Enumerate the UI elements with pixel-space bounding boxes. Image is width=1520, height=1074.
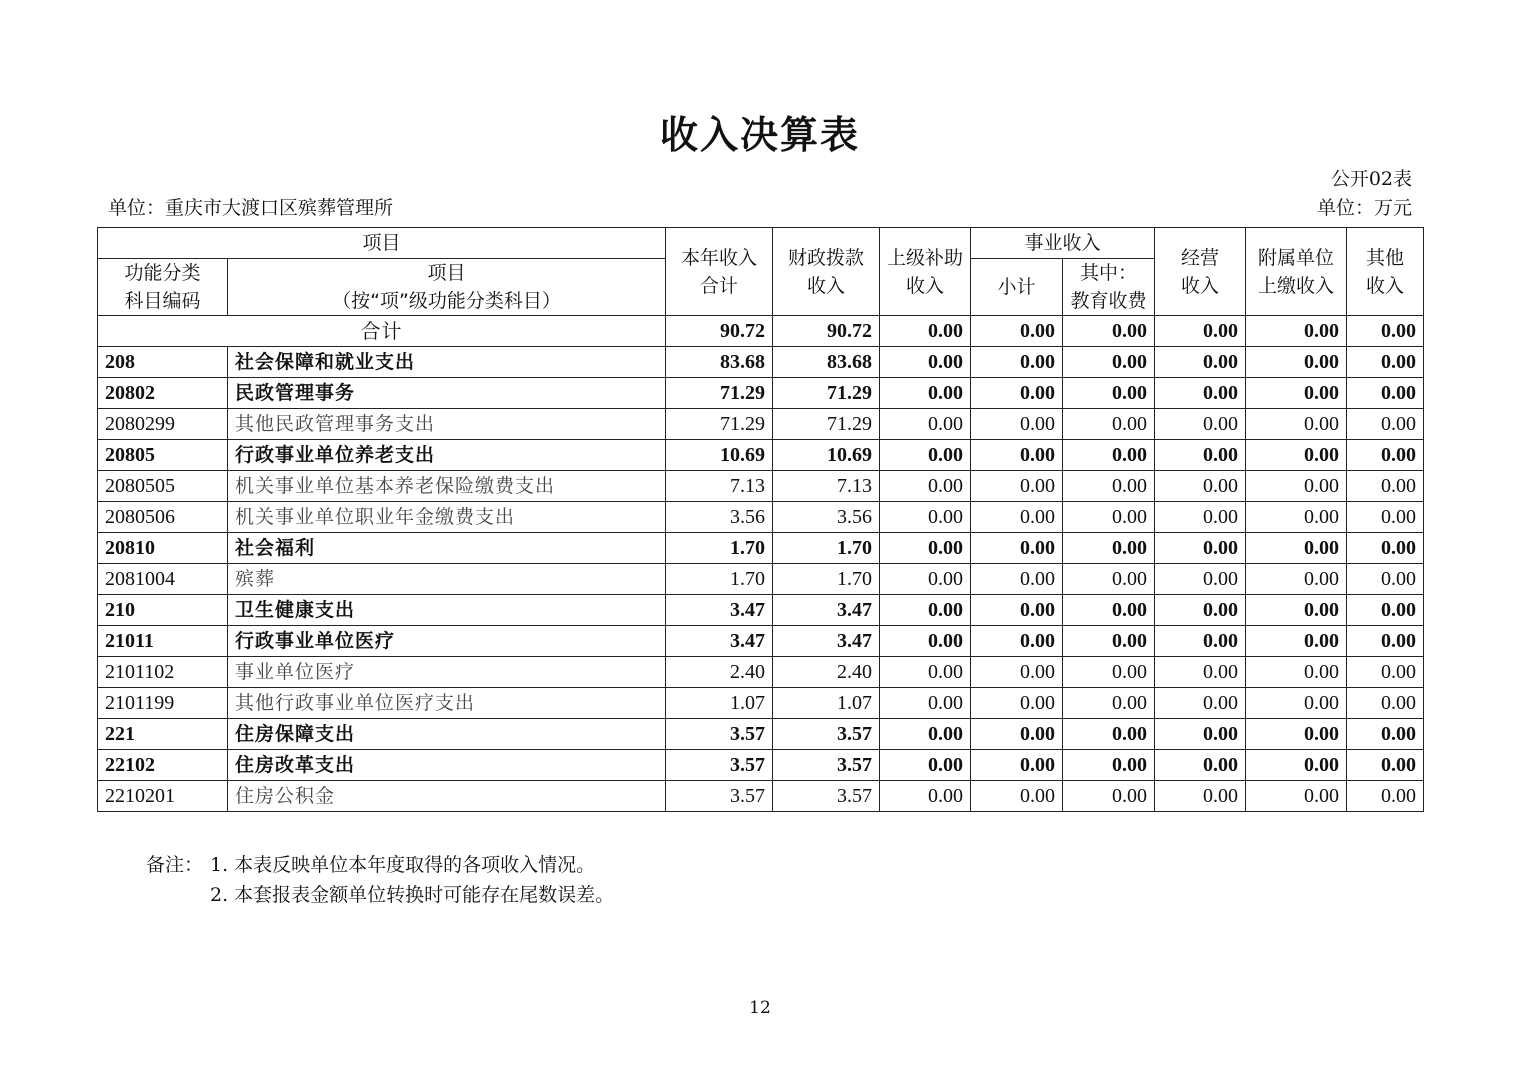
note-item: 1. 本表反映单位本年度取得的各项收入情况。 (210, 854, 596, 876)
subject-name: 住房改革支出 (228, 750, 666, 781)
subject-name: 社会福利 (228, 533, 666, 564)
amount-cell: 0.00 (971, 502, 1063, 533)
subject-code: 2080505 (98, 471, 228, 502)
amount-cell: 0.00 (971, 657, 1063, 688)
amount-cell: 3.57 (773, 750, 880, 781)
amount-cell: 0.00 (880, 440, 971, 471)
amount-cell: 0.00 (1063, 781, 1155, 812)
amount-cell: 0.00 (1246, 750, 1347, 781)
amount-cell: 0.00 (1246, 502, 1347, 533)
table-row (98, 657, 1424, 688)
amount-cell: 0.00 (1246, 781, 1347, 812)
amount-cell: 0.00 (1063, 750, 1155, 781)
amount-cell: 0.00 (880, 781, 971, 812)
subject-code: 20805 (98, 440, 228, 471)
amount-cell: 0.00 (1246, 719, 1347, 750)
amount-cell: 0.00 (971, 347, 1063, 378)
amount-cell: 0.00 (971, 688, 1063, 719)
total-cell: 0.00 (1063, 316, 1155, 347)
subject-name: 民政管理事务 (228, 378, 666, 409)
amount-cell: 1.70 (773, 564, 880, 595)
subject-name: 住房公积金 (228, 781, 666, 812)
subject-name: 机关事业单位基本养老保险缴费支出 (228, 471, 666, 502)
amount-cell: 0.00 (1155, 533, 1246, 564)
header-business: 事业收入 (971, 228, 1155, 259)
amount-cell: 0.00 (1063, 626, 1155, 657)
subject-code: 208 (98, 347, 228, 378)
total-cell: 0.00 (1155, 316, 1246, 347)
amount-cell: 3.57 (773, 719, 880, 750)
total-cell: 0.00 (880, 316, 971, 347)
amount-cell: 0.00 (1347, 564, 1424, 595)
subject-name: 事业单位医疗 (228, 657, 666, 688)
amount-cell: 0.00 (1246, 378, 1347, 409)
amount-cell: 0.00 (880, 502, 971, 533)
header-other: 其他 收入 (1347, 228, 1424, 316)
subject-name: 机关事业单位职业年金缴费支出 (228, 502, 666, 533)
subject-code: 2081004 (98, 564, 228, 595)
header-affiliate: 附属单位 上缴收入 (1246, 228, 1347, 316)
amount-cell: 0.00 (880, 378, 971, 409)
subject-name: 行政事业单位养老支出 (228, 440, 666, 471)
amount-cell: 0.00 (1347, 347, 1424, 378)
amount-cell: 83.68 (666, 347, 773, 378)
total-cell: 0.00 (1347, 316, 1424, 347)
amount-cell: 0.00 (1246, 564, 1347, 595)
amount-cell: 0.00 (1347, 409, 1424, 440)
header-name: 项目 （按“项”级功能分类科目） (228, 259, 666, 316)
table-row (98, 378, 1424, 409)
amount-cell: 0.00 (1155, 626, 1246, 657)
subject-name: 社会保障和就业支出 (228, 347, 666, 378)
amount-cell: 0.00 (1155, 719, 1246, 750)
amount-cell: 0.00 (880, 750, 971, 781)
amount-cell: 3.57 (773, 781, 880, 812)
amount-cell: 3.47 (666, 626, 773, 657)
amount-cell: 3.56 (666, 502, 773, 533)
amount-cell: 0.00 (1063, 409, 1155, 440)
amount-cell: 0.00 (1246, 471, 1347, 502)
subject-code: 22102 (98, 750, 228, 781)
amount-cell: 3.56 (773, 502, 880, 533)
table-row (98, 781, 1424, 812)
subject-code: 221 (98, 719, 228, 750)
total-cell: 0.00 (1246, 316, 1347, 347)
amount-cell: 0.00 (971, 533, 1063, 564)
amount-cell: 1.07 (666, 688, 773, 719)
amount-cell: 0.00 (880, 347, 971, 378)
amount-cell: 0.00 (971, 564, 1063, 595)
amount-cell: 0.00 (1347, 440, 1424, 471)
amount-cell: 0.00 (971, 409, 1063, 440)
table-row (98, 502, 1424, 533)
amount-cell: 0.00 (1063, 471, 1155, 502)
amount-cell: 0.00 (1347, 657, 1424, 688)
header-total: 本年收入 合计 (666, 228, 773, 316)
header-superior: 上级补助 收入 (880, 228, 971, 316)
amount-cell: 0.00 (1246, 595, 1347, 626)
amount-cell: 0.00 (1246, 688, 1347, 719)
subject-name: 其他民政管理事务支出 (228, 409, 666, 440)
amount-cell: 83.68 (773, 347, 880, 378)
amount-cell: 0.00 (880, 564, 971, 595)
amount-cell: 0.00 (1246, 626, 1347, 657)
amount-cell: 71.29 (773, 378, 880, 409)
amount-cell: 7.13 (773, 471, 880, 502)
amount-cell: 3.57 (666, 750, 773, 781)
amount-cell: 0.00 (971, 719, 1063, 750)
subject-name: 其他行政事业单位医疗支出 (228, 688, 666, 719)
total-label: 合计 (98, 316, 666, 347)
subject-code: 2080299 (98, 409, 228, 440)
amount-cell: 3.47 (666, 595, 773, 626)
header-education: 其中： 教育收费 (1063, 259, 1155, 316)
amount-cell: 0.00 (1063, 595, 1155, 626)
table-row (98, 440, 1424, 471)
amount-cell: 3.47 (773, 595, 880, 626)
amount-cell: 10.69 (666, 440, 773, 471)
amount-cell: 0.00 (1063, 502, 1155, 533)
amount-cell: 0.00 (880, 533, 971, 564)
amount-cell: 3.47 (773, 626, 880, 657)
subject-name: 行政事业单位医疗 (228, 626, 666, 657)
amount-cell: 0.00 (1347, 781, 1424, 812)
subject-code: 2101102 (98, 657, 228, 688)
amount-cell: 0.00 (1246, 440, 1347, 471)
amount-cell: 10.69 (773, 440, 880, 471)
amount-cell: 7.13 (666, 471, 773, 502)
amount-cell: 0.00 (1347, 471, 1424, 502)
header-code: 功能分类 科目编码 (98, 259, 228, 316)
amount-cell: 0.00 (1155, 347, 1246, 378)
amount-cell: 0.00 (1347, 750, 1424, 781)
amount-cell: 0.00 (1063, 533, 1155, 564)
subject-code: 210 (98, 595, 228, 626)
amount-cell: 0.00 (1063, 657, 1155, 688)
total-cell: 0.00 (971, 316, 1063, 347)
currency-unit: 单位：万元 (1316, 197, 1412, 219)
amount-cell: 3.57 (666, 719, 773, 750)
amount-cell: 0.00 (1246, 409, 1347, 440)
note-item: 2. 本套报表金额单位转换时可能存在尾数误差。 (210, 884, 615, 906)
amount-cell: 0.00 (1155, 378, 1246, 409)
unit-label: 单位：重庆市大渡口区殡葬管理所 (108, 197, 394, 219)
amount-cell: 0.00 (971, 626, 1063, 657)
page-number: 12 (749, 998, 771, 1018)
table-row (98, 409, 1424, 440)
subject-code: 20802 (98, 378, 228, 409)
subject-code: 20810 (98, 533, 228, 564)
amount-cell: 0.00 (1063, 719, 1155, 750)
amount-cell: 0.00 (1063, 347, 1155, 378)
total-cell: 90.72 (773, 316, 880, 347)
table-row (98, 347, 1424, 378)
subject-code: 2210201 (98, 781, 228, 812)
amount-cell: 0.00 (1246, 533, 1347, 564)
amount-cell: 0.00 (1347, 595, 1424, 626)
table-row (98, 471, 1424, 502)
amount-cell: 0.00 (1347, 719, 1424, 750)
amount-cell: 0.00 (1155, 750, 1246, 781)
amount-cell: 0.00 (1155, 564, 1246, 595)
amount-cell: 0.00 (971, 378, 1063, 409)
amount-cell: 0.00 (1155, 409, 1246, 440)
subject-name: 殡葬 (228, 564, 666, 595)
amount-cell: 0.00 (971, 471, 1063, 502)
amount-cell: 0.00 (1063, 688, 1155, 719)
amount-cell: 0.00 (971, 595, 1063, 626)
amount-cell: 0.00 (1155, 657, 1246, 688)
table-row (98, 626, 1424, 657)
amount-cell: 0.00 (1063, 378, 1155, 409)
amount-cell: 0.00 (880, 595, 971, 626)
header-item: 项目 (98, 228, 666, 259)
table-row (98, 719, 1424, 750)
amount-cell: 0.00 (1347, 502, 1424, 533)
amount-cell: 2.40 (773, 657, 880, 688)
amount-cell: 1.70 (666, 533, 773, 564)
amount-cell: 0.00 (880, 657, 971, 688)
amount-cell: 0.00 (971, 781, 1063, 812)
income-table (97, 227, 1424, 812)
subject-name: 住房保障支出 (228, 719, 666, 750)
table-row (98, 533, 1424, 564)
subject-code: 2080506 (98, 502, 228, 533)
amount-cell: 1.07 (773, 688, 880, 719)
amount-cell: 0.00 (1347, 688, 1424, 719)
amount-cell: 0.00 (1063, 440, 1155, 471)
amount-cell: 0.00 (1155, 595, 1246, 626)
header-fiscal: 财政拨款 收入 (773, 228, 880, 316)
amount-cell: 0.00 (1347, 533, 1424, 564)
amount-cell: 0.00 (1063, 564, 1155, 595)
amount-cell: 0.00 (1246, 657, 1347, 688)
total-cell: 90.72 (666, 316, 773, 347)
amount-cell: 71.29 (666, 378, 773, 409)
amount-cell: 0.00 (971, 440, 1063, 471)
subject-code: 21011 (98, 626, 228, 657)
notes (146, 850, 614, 910)
table-row (98, 564, 1424, 595)
subject-name: 卫生健康支出 (228, 595, 666, 626)
amount-cell: 0.00 (1155, 471, 1246, 502)
amount-cell: 71.29 (666, 409, 773, 440)
amount-cell: 0.00 (971, 750, 1063, 781)
table-row (98, 750, 1424, 781)
amount-cell: 0.00 (880, 471, 971, 502)
amount-cell: 0.00 (880, 409, 971, 440)
amount-cell: 0.00 (1155, 781, 1246, 812)
amount-cell: 0.00 (1155, 502, 1246, 533)
table-row (98, 595, 1424, 626)
amount-cell: 3.57 (666, 781, 773, 812)
amount-cell: 0.00 (880, 626, 971, 657)
amount-cell: 71.29 (773, 409, 880, 440)
form-number: 公开02表 (1330, 168, 1412, 190)
header-subtotal: 小计 (971, 259, 1063, 316)
amount-cell: 0.00 (1155, 440, 1246, 471)
notes-label: 备注： (146, 854, 204, 876)
amount-cell: 0.00 (1347, 626, 1424, 657)
amount-cell: 2.40 (666, 657, 773, 688)
amount-cell: 0.00 (1246, 347, 1347, 378)
amount-cell: 1.70 (666, 564, 773, 595)
subject-code: 2101199 (98, 688, 228, 719)
amount-cell: 0.00 (880, 719, 971, 750)
amount-cell: 1.70 (773, 533, 880, 564)
amount-cell: 0.00 (1347, 378, 1424, 409)
amount-cell: 0.00 (880, 688, 971, 719)
table-row (98, 688, 1424, 719)
total-row (98, 316, 1424, 347)
header-operating: 经营 收入 (1155, 228, 1246, 316)
page-title: 收入决算表 (659, 113, 860, 157)
amount-cell: 0.00 (1155, 688, 1246, 719)
